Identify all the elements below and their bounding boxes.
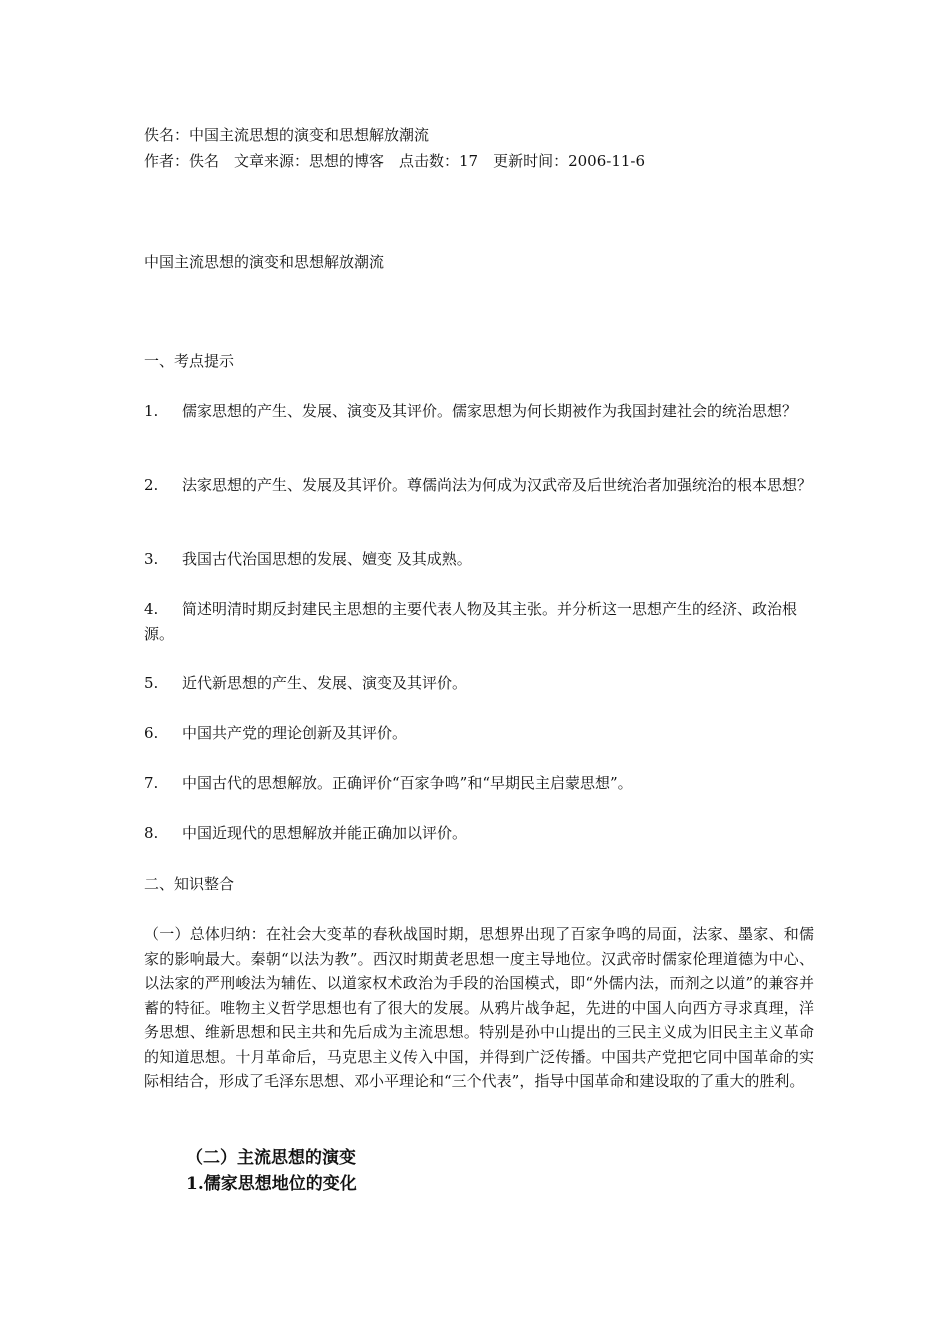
list-item-number: 8.: [144, 824, 159, 842]
list-item-number: 4.: [144, 600, 159, 618]
list-item: [144, 721, 814, 746]
list-item-number: 7.: [144, 774, 159, 792]
title-line: 佚名：中国主流思想的演变和思想解放潮流: [144, 126, 430, 144]
list-item-text: 简述明清时期反封建民主思想的主要代表人物及其主张。并分析这一思想产生的经济、政治根源。: [144, 600, 798, 643]
list-item-number: 6.: [144, 724, 159, 742]
list-item-text: 中国共产党的理论创新及其评价。: [182, 724, 408, 742]
list-item-number: 1.: [144, 402, 159, 420]
list-item-text: 中国近现代的思想解放并能正确加以评价。: [182, 824, 468, 842]
list-item-number: 3.: [144, 550, 159, 568]
list-item-number: 2.: [144, 476, 159, 494]
list-item-text: 我国古代治国思想的发展、嬗变 及其成熟。: [182, 550, 472, 568]
summary-paragraph: （一）总体归纳：在社会大变革的春秋战国时期，思想界出现了百家争鸣的局面，法家、墨家、和儒家的影响最大。秦朝“以法为教”。西汉时期黄老思想一度主导地位。汉武帝时儒家伦理道德为中心、以法家的严刑峻法为辅佐、以道家权术政治为手段的治国模式，即“外儒内法，而剂之以道”的兼容并蓄的特征。唯物主义哲学思想也有了很大的发展。从鸦片战争起，先进的中国人向西方寻求真理，洋务思想、维新思想和民主共和先后成为主流思想。特别是孙中山提出的三民主义成为旧民主主义革命的知道思想。十月革命后，马克思主义传入中国，并得到广泛传播。中国共产党把它同中国革命的实际相结合，形成了毛泽东思想、邓小平理论和“三个代表”，指导中国革命和建设取的了重大的胜利。: [144, 925, 814, 1090]
list-item: [144, 473, 814, 498]
sub-subheading: 1.儒家思想地位的变化: [186, 1174, 357, 1194]
article-title: 中国主流思想的演变和思想解放潮流: [144, 253, 385, 271]
list-item: [144, 597, 814, 647]
list-item-text: 近代新思想的产生、发展、演变及其评价。: [182, 674, 468, 692]
subheading: （二）主流思想的演变: [186, 1148, 356, 1168]
section-one-heading: 一、考点提示: [144, 352, 235, 370]
meta-line: 作者：佚名 文章来源：思想的博客 点击数：17 更新时间：2006-11-6: [144, 152, 646, 170]
list-item-text: 儒家思想的产生、发展、演变及其评价。儒家思想为何长期被作为我国封建社会的统治思想？: [182, 402, 798, 420]
list-item: [144, 399, 814, 424]
document-page: [144, 0, 814, 1344]
list-item-text: 中国古代的思想解放。正确评价“百家争鸣”和“早期民主启蒙思想”。: [182, 774, 633, 792]
list-item: [144, 671, 814, 696]
list-item-text: 法家思想的产生、发展及其评价。尊儒尚法为何成为汉武帝及后世统治者加强统治的根本思想？: [182, 476, 813, 494]
list-item: [144, 821, 814, 846]
list-item-number: 5.: [144, 674, 159, 692]
list-item: [144, 771, 814, 796]
list-item: [144, 547, 814, 572]
section-two-heading: 二、知识整合: [144, 875, 235, 893]
